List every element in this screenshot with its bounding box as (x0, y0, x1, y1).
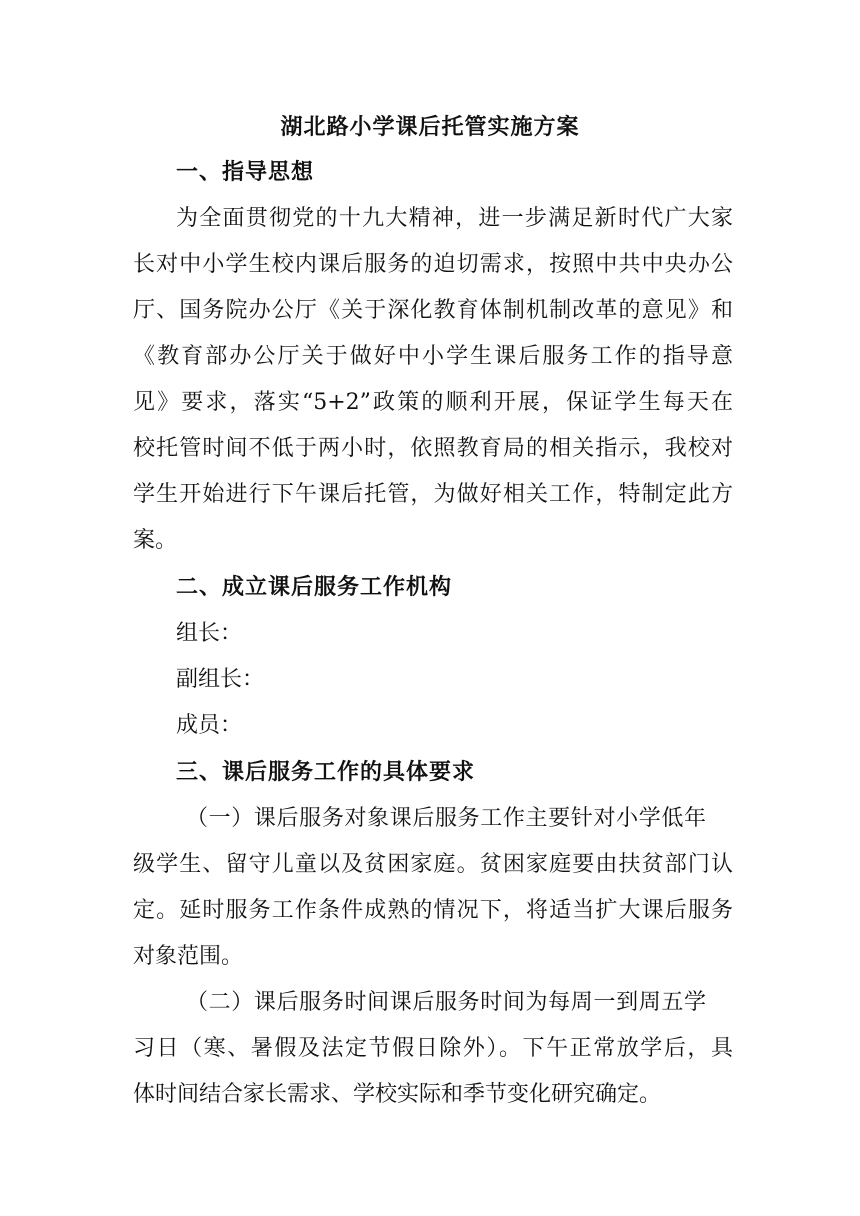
paragraph-line: 对象范围。 (133, 944, 244, 969)
paragraph-line: 为全面贯彻党的十九大精神，进一步满足新时代广大家 (176, 206, 733, 231)
paragraph-line: 习日（寒、暑假及法定节假日除外）。下午正常放学后，具 (133, 1036, 733, 1061)
paragraph-line: （二）课后服务时间课后服务时间为每周一到周五学 (186, 990, 706, 1015)
deputy-leader-field: 副组长： (176, 667, 265, 692)
members-field: 成员： (176, 713, 243, 738)
paragraph-line: 厅、国务院办公厅《关于深化教育体制机制改革的意见》和 (133, 298, 733, 323)
section-heading-guiding-ideology: 一、指导思想 (176, 160, 315, 185)
paragraph-line: 级学生、留守儿童以及贫困家庭。贫困家庭要由扶贫部门认 (133, 852, 733, 877)
paragraph-line: 《教育部办公厅关于做好中小学生课后服务工作的指导意 (133, 344, 733, 369)
paragraph-line: （一）课后服务对象课后服务工作主要针对小学低年 (186, 806, 706, 831)
leader-field: 组长： (176, 621, 243, 646)
document-title: 湖北路小学课后托管实施方案 (280, 115, 580, 140)
paragraph-line: 体时间结合家长需求、学校实际和季节变化研究确定。 (133, 1082, 662, 1107)
section-heading-requirements: 三、课后服务工作的具体要求 (176, 760, 476, 785)
paragraph-line: 定。延时服务工作条件成熟的情况下，将适当扩大课后服务 (133, 898, 733, 923)
paragraph-line: 长对中小学生校内课后服务的迫切需求，按照中共中央办公 (133, 252, 733, 277)
paragraph-line: 见》要求，落实“5+2”政策的顺利开展，保证学生每天在 (133, 390, 733, 415)
paragraph-line: 案。 (133, 528, 178, 553)
paragraph-line: 校托管时间不低于两小时，依照教育局的相关指示，我校对 (133, 436, 733, 461)
section-heading-organization: 二、成立课后服务工作机构 (176, 575, 453, 600)
paragraph-line: 学生开始进行下午课后托管，为做好相关工作，特制定此方 (133, 482, 733, 507)
